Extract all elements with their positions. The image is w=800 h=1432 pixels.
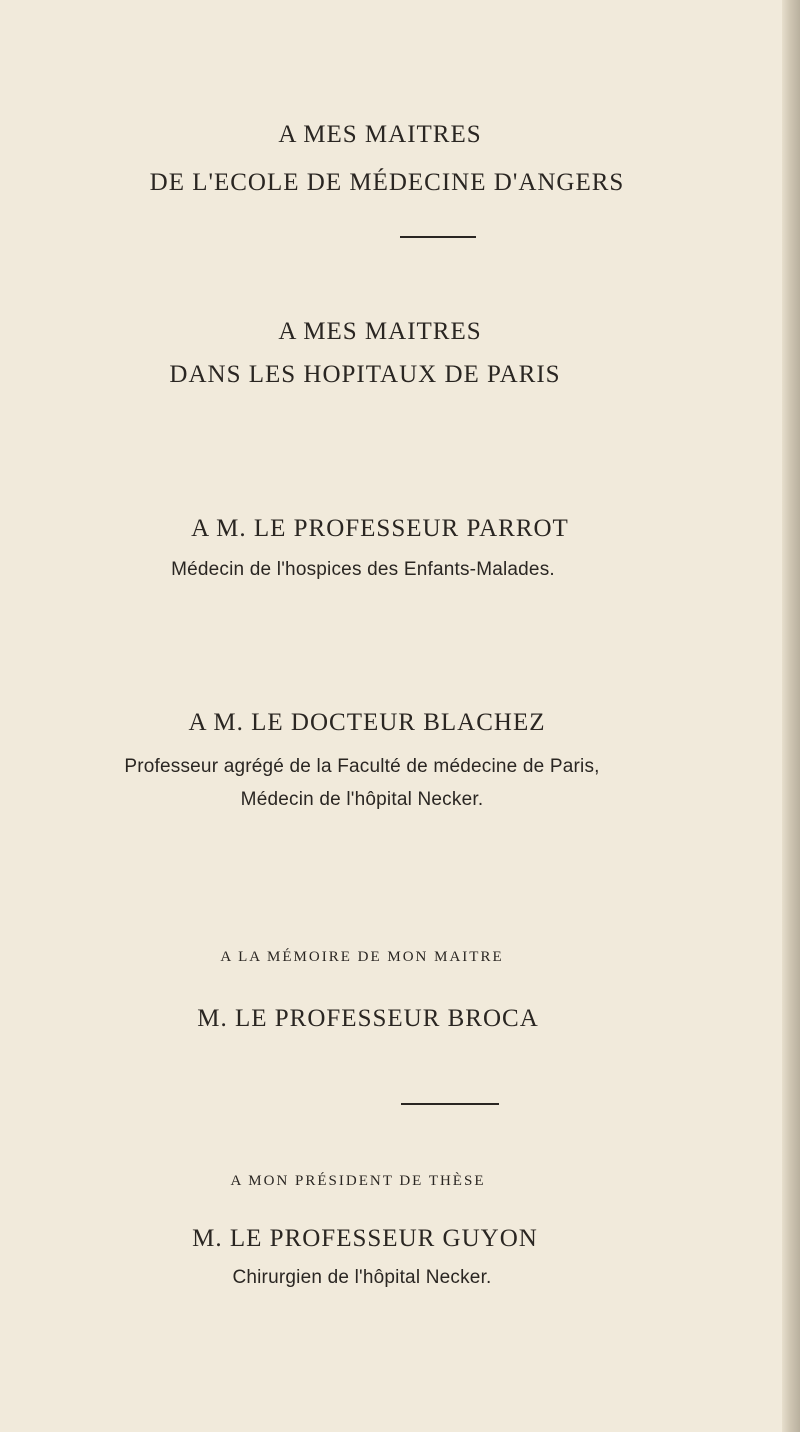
dedication-blachez-title1: Professeur agrégé de la Faculté de médecine de Paris, (124, 756, 600, 777)
dedication-memoire-heading: A LA MÉMOIRE DE MON MAITRE (220, 949, 504, 965)
dedication-blachez-title2: Médecin de l'hôpital Necker. (240, 789, 484, 810)
page-edge-shadow (782, 0, 800, 1432)
section-divider (401, 1103, 499, 1105)
dedication-paris-line2: DANS LES HOPITAUX DE PARIS (169, 361, 561, 388)
dedication-parrot-name: A M. LE PROFESSEUR PARROT (191, 515, 569, 542)
dedication-guyon-name: M. LE PROFESSEUR GUYON (192, 1225, 538, 1252)
dedication-president-heading: A MON PRÉSIDENT DE THÈSE (230, 1173, 486, 1189)
dedication-guyon-title: Chirurgien de l'hôpital Necker. (232, 1267, 492, 1288)
dedication-angers-line2: DE L'ECOLE DE MÉDECINE D'ANGERS (149, 169, 625, 196)
dedication-angers-line1: A MES MAITRES (278, 121, 482, 148)
dedication-paris-line1: A MES MAITRES (278, 318, 482, 345)
dedication-broca-name: M. LE PROFESSEUR BROCA (197, 1005, 539, 1032)
dedication-blachez-name: A M. LE DOCTEUR BLACHEZ (188, 709, 546, 736)
dedication-parrot-title: Médecin de l'hospices des Enfants-Malades. (171, 559, 555, 580)
section-divider (400, 236, 476, 238)
